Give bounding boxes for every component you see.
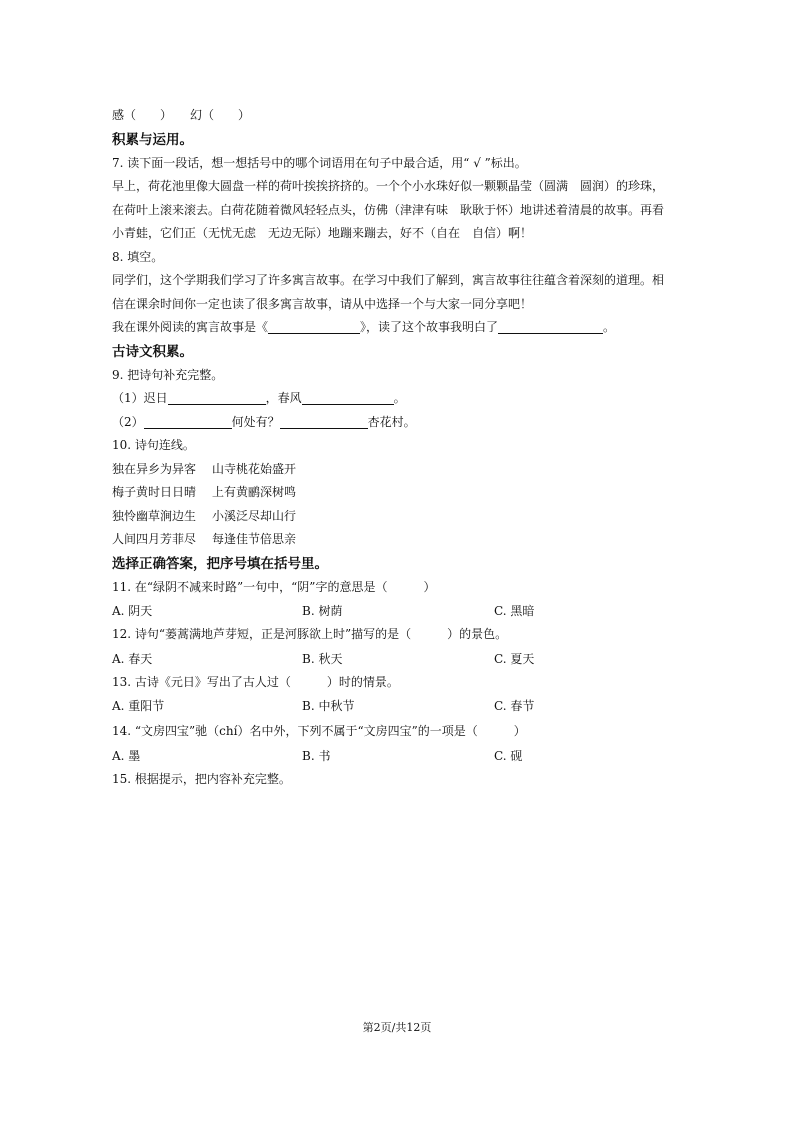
q13-option-a[interactable]: A. 重阳节: [112, 699, 165, 713]
q8-paragraph-line-2: 信在课余时间你一定也读了很多寓言故事，请从中选择一个与大家一同分享吧！: [112, 296, 533, 311]
q9-part-2: [112, 411, 692, 435]
q12-option-c[interactable]: C. 夏天: [494, 651, 535, 666]
q9-part-1: [112, 387, 692, 411]
matching-row: [112, 458, 692, 482]
q7-paragraph-line-3: 小青蛙，它们正（无忧无虑 无边无际）地蹦来蹦去，好不（自在 自信）啊！: [112, 226, 533, 240]
q9-2-text-b: 何处有？: [231, 414, 280, 429]
question-7: 7. 读下面一段话，想一想括号中的哪个词语用在句子中最合适，用“ √ ”标出。: [112, 155, 527, 170]
matching-right-item[interactable]: 山寺桃花始盛开: [212, 461, 297, 476]
matching-row: [112, 528, 692, 552]
q9-1-text-a: （1）迟日: [112, 391, 168, 405]
question-12: 12. 诗句“蒌蒿满地芦芽短，正是河豚欲上时”描写的是（ ）的景色。: [112, 627, 508, 641]
q14-option-a[interactable]: A. 墨: [112, 748, 141, 763]
q9-2-blank-2[interactable]: [280, 414, 368, 429]
fable-title-blank[interactable]: [268, 319, 360, 334]
q14-options: [112, 744, 692, 768]
question-9: 9. 把诗句补充完整。: [112, 367, 224, 382]
q12-option-a[interactable]: A. 春天: [112, 651, 153, 666]
q9-1-blank-1[interactable]: [168, 390, 266, 405]
q11-option-b[interactable]: B. 树荫: [302, 604, 343, 618]
q13-option-c[interactable]: C. 春节: [494, 699, 535, 713]
matching-right-item[interactable]: 小溪泛尽却山行: [212, 508, 297, 523]
question-15: 15. 根据提示，把内容补充完整。: [112, 771, 291, 786]
section-heading-poetry: 古诗文积累。: [112, 343, 193, 360]
matching-row: [112, 505, 692, 529]
q13-options: [112, 694, 692, 718]
q9-1-text-c: 。: [393, 391, 406, 405]
q8-fill-text-1: 我在课外阅读的寓言故事是《: [112, 320, 269, 334]
matching-left-item[interactable]: 梅子黄时日日晴: [112, 485, 197, 499]
matching-right-item[interactable]: 每逢佳节倍思亲: [212, 532, 297, 546]
matching-left-item[interactable]: 独在异乡为异客: [112, 461, 197, 476]
question-8: 8. 填空。: [112, 249, 164, 264]
section-heading-accumulation: 积累与运用。: [112, 131, 193, 148]
q14-option-b[interactable]: B. 书: [302, 748, 331, 763]
q13-option-b[interactable]: B. 中秋节: [302, 699, 355, 713]
matching-row: [112, 481, 692, 505]
question-10: 10. 诗句连线。: [112, 438, 195, 452]
q7-paragraph-line-1: 早上，荷花池里像大圆盘一样的荷叶挨挨挤挤的。一个个小水珠好似一颗颗晶莹（圆满 圆润）的珍珠，: [112, 179, 665, 193]
question-13: 13. 古诗《元日》写出了古人过（ ）时的情景。: [112, 674, 399, 689]
q9-2-blank-1[interactable]: [144, 414, 232, 429]
q14-option-c[interactable]: C. 砚: [494, 748, 523, 763]
q12-options: [112, 647, 692, 671]
section-heading-multiple-choice: 选择正确答案，把序号填在括号里。: [112, 555, 328, 572]
char-meaning-line: 感（ ） 幻（ ）: [112, 108, 251, 122]
q9-2-text-c: 杏花村。: [367, 414, 416, 429]
q8-fill-text-3: 。: [603, 320, 616, 334]
q8-fill-text-2: 》，读了这个故事我明白了: [360, 320, 499, 334]
q11-option-c[interactable]: C. 黑暗: [494, 604, 535, 618]
lesson-learned-blank[interactable]: [498, 319, 603, 334]
question-11: 11. 在“绿阴不减来时路”一句中，“阴”字的意思是（ ）: [112, 579, 436, 594]
question-14: 14. “文房四宝”驰（chí）名中外，下列不属于“文房四宝”的一项是（ ）: [112, 724, 526, 738]
matching-left-item[interactable]: 人间四月芳菲尽: [112, 532, 197, 546]
q8-paragraph-line-1: 同学们，这个学期我们学习了许多寓言故事。在学习中我们了解到，寓言故事往往蕴含着深刻的道理。相: [112, 273, 665, 287]
q9-2-text-a: （2）: [112, 414, 144, 429]
q9-1-text-b: ，春风: [265, 391, 302, 405]
q8-fill-line: [112, 316, 692, 340]
page-number-footer: 第2页/共12页: [362, 1021, 432, 1034]
q7-paragraph-line-2: 在荷叶上滚来滚去。白荷花随着微风轻轻点头，仿佛（津津有味 耿耿于怀）地讲述着清晨的故事。再看: [112, 202, 665, 217]
q9-1-blank-2[interactable]: [302, 390, 394, 405]
matching-right-item[interactable]: 上有黄鹂深树鸣: [212, 485, 297, 499]
q11-options: [112, 599, 692, 623]
q12-option-b[interactable]: B. 秋天: [302, 651, 343, 666]
page-content: [112, 104, 692, 791]
matching-left-item[interactable]: 独怜幽草涧边生: [112, 508, 197, 523]
q11-option-a[interactable]: A. 阴天: [112, 604, 153, 618]
